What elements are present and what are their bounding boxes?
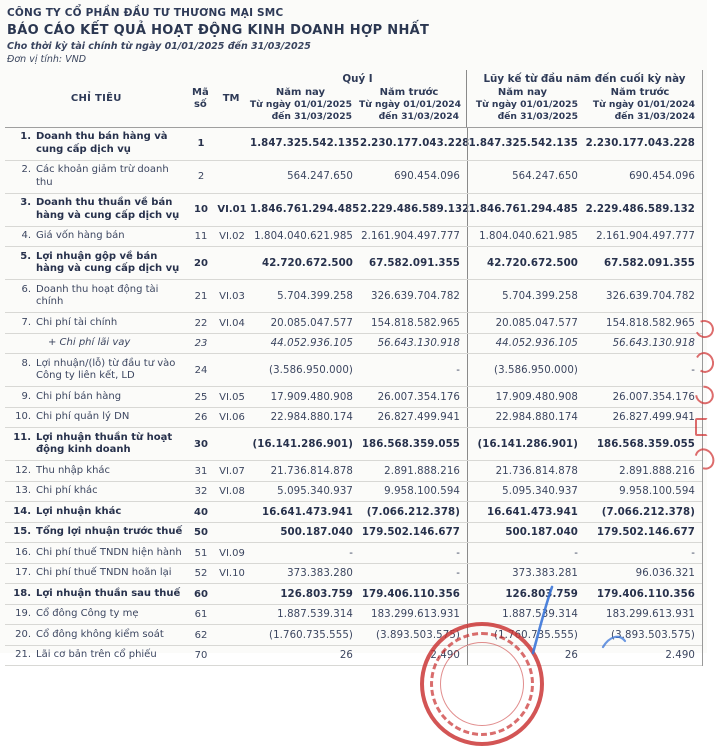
table-row: [5, 313, 702, 334]
report-title: BÁO CÁO KẾT QUẢ HOẠT ĐỘNG KINH DOANH HỢP NHẤT: [7, 22, 430, 38]
row-number: 12.: [15, 464, 31, 476]
date-range-prior: Từ ngày 01/01/2024 đến 31/03/2024: [358, 99, 462, 123]
cell-notes: VI.05: [219, 391, 245, 403]
cell-ytd-current: 17.909.480.908: [467, 387, 585, 407]
cell-notes: VI.03: [219, 290, 245, 302]
cell-q1-prior: -: [456, 547, 460, 559]
row-label: Tổng lợi nhuận trước thuế: [36, 526, 183, 538]
cell-ytd-prior: 179.406.110.356: [596, 588, 695, 600]
cell-code: 24: [194, 364, 208, 376]
row-label: Lợi nhuận khác: [36, 505, 122, 517]
cell-code: 31: [194, 465, 208, 477]
row-label-cell: [5, 502, 188, 522]
row-number: 6.: [21, 283, 31, 295]
table-row: [5, 408, 702, 429]
row-label: Cổ đông Công ty mẹ: [36, 608, 139, 620]
label-prior-year: Năm trước: [610, 87, 670, 99]
table-row: [5, 461, 702, 482]
cell-code: 61: [194, 609, 208, 621]
cell-code: 30: [194, 438, 208, 450]
cell-code: 10: [194, 204, 208, 216]
cell-q1-current: 5.095.340.937: [277, 486, 353, 498]
row-label: Chi phí quản lý DN: [36, 411, 130, 423]
row-number: 5.: [20, 250, 31, 262]
subcolumn-q1-prior-year: [359, 87, 466, 127]
cell-q1-current: 564.247.650: [287, 171, 353, 183]
row-label-cell: [5, 461, 188, 481]
cell-ytd-current: 5.704.399.258: [467, 280, 585, 312]
cell-notes: VI.08: [219, 486, 245, 498]
row-number: 4.: [21, 230, 31, 242]
cell-ytd-current: 1.847.325.542.135: [467, 128, 585, 160]
cell-ytd-current: 500.187.040: [467, 523, 585, 543]
cell-q1-current: 1.847.325.542.135: [250, 138, 360, 150]
cell-q1-prior: 2.490: [430, 650, 460, 662]
row-label-cell: [5, 227, 188, 247]
table-row: [5, 625, 702, 646]
date-range-current: Từ ngày 01/01/2025 đến 31/03/2025: [475, 99, 578, 123]
row-number: 9.: [21, 390, 31, 402]
cell-ytd-prior: (7.066.212.378): [601, 506, 695, 518]
cell-q1-current: (3.586.950.000): [269, 364, 353, 376]
income-statement-table: [5, 70, 703, 666]
cell-code: 40: [194, 506, 208, 518]
row-label-cell: [5, 543, 188, 563]
cell-q1-prior: (3.893.503.575): [376, 629, 460, 641]
cell-ytd-current: 20.085.047.577: [467, 313, 585, 333]
row-label: Lãi cơ bản trên cổ phiếu: [36, 649, 157, 661]
column-header-notes: TM: [222, 93, 240, 105]
cell-q1-prior: 26.827.499.941: [377, 412, 460, 424]
row-label: Cổ đông không kiểm soát: [36, 628, 164, 640]
cell-ytd-current: 16.641.473.941: [467, 502, 585, 522]
cell-ytd-current: (3.586.950.000): [467, 354, 585, 386]
cell-q1-prior: 2.229.486.589.132: [360, 204, 470, 216]
row-label-cell: [5, 428, 188, 460]
cell-ytd-prior: 96.036.321: [635, 568, 695, 580]
row-label: Lợi nhuận thuần sau thuế: [36, 587, 181, 599]
table-row: [5, 502, 702, 523]
row-number: 11.: [13, 431, 31, 443]
company-name: CÔNG TY CỔ PHẦN ĐẦU TƯ THƯƠNG MẠI SMC: [7, 7, 284, 19]
row-label-cell: [5, 161, 188, 193]
row-number: 1.: [20, 131, 31, 143]
cell-q1-prior: 26.007.354.176: [377, 391, 460, 403]
row-number: 13.: [15, 485, 31, 497]
cell-q1-current: 373.383.280: [287, 568, 353, 580]
table-row: [5, 280, 702, 313]
row-label-cell: [5, 280, 188, 312]
cell-q1-current: 500.187.040: [280, 527, 353, 539]
cell-code: 60: [194, 588, 208, 600]
row-label: Doanh thu bán hàng và cung cấp dịch vụ: [36, 131, 168, 155]
cell-q1-current: 1.804.040.621.985: [254, 231, 353, 243]
cell-ytd-prior: 690.454.096: [629, 171, 695, 183]
table-row: [5, 543, 702, 564]
cell-q1-current: 26: [339, 650, 353, 662]
row-number: [11, 337, 31, 350]
table-row: [5, 646, 702, 667]
cell-q1-current: 1.846.761.294.485: [250, 204, 360, 216]
table-row: [5, 128, 702, 161]
cell-notes: VI.04: [219, 317, 245, 329]
row-label: Các khoản giảm trừ doanh thu: [36, 164, 169, 188]
cell-q1-prior: 179.406.110.356: [361, 588, 460, 600]
cell-code: 50: [194, 527, 208, 539]
row-number: 18.: [13, 587, 31, 599]
row-label-cell: [5, 523, 188, 543]
row-label: Chi phí thuế TNDN hoãn lại: [36, 567, 172, 579]
cell-ytd-prior: 154.818.582.965: [606, 317, 695, 329]
cell-q1-current: 1.887.539.314: [277, 609, 353, 621]
cell-q1-current: 22.984.880.174: [270, 412, 353, 424]
cell-code: 21: [194, 290, 208, 302]
cell-q1-current: 16.641.473.941: [262, 506, 353, 518]
cell-q1-prior: 179.502.146.677: [361, 527, 460, 539]
cell-code: 2: [197, 171, 205, 183]
row-label-cell: [5, 313, 188, 333]
cell-ytd-current: 5.095.340.937: [467, 482, 585, 502]
table-row: [5, 523, 702, 544]
cell-code: 51: [194, 547, 208, 559]
row-number: 14.: [13, 505, 31, 517]
row-label-cell: [5, 128, 188, 160]
row-label-cell: [5, 605, 188, 625]
table-row: [5, 354, 702, 387]
row-number: 7.: [21, 316, 31, 328]
cell-ytd-prior: 186.568.359.055: [596, 438, 695, 450]
document-header: [0, 0, 707, 66]
report-period: Cho thời kỳ tài chính từ ngày 01/01/2025 đến 31/03/2025: [7, 41, 311, 53]
cell-code: 11: [194, 231, 208, 243]
cell-q1-prior: 67.582.091.355: [369, 257, 460, 269]
cell-q1-prior: 2.891.888.216: [384, 465, 460, 477]
row-label-cell: [5, 194, 188, 226]
cell-ytd-prior: (3.893.503.575): [611, 629, 695, 641]
cell-ytd-prior: -: [691, 547, 695, 559]
cell-q1-prior: 326.639.704.782: [371, 290, 460, 302]
subcolumn-q1-current-year: [249, 87, 359, 127]
cell-q1-current: 20.085.047.577: [270, 317, 353, 329]
row-label: Doanh thu hoạt động tài chính: [36, 283, 159, 308]
cell-code: 20: [194, 257, 208, 269]
section-title-quarter1: Quý I: [342, 73, 373, 86]
row-number: 16.: [15, 546, 31, 558]
table-row: [5, 161, 702, 194]
cell-q1-prior: 183.299.613.931: [371, 609, 460, 621]
cell-q1-prior: 690.454.096: [394, 171, 460, 183]
cell-ytd-current: 21.736.814.878: [467, 461, 585, 481]
row-label: Chi phí bán hàng: [36, 390, 122, 402]
cell-q1-prior: 56.643.130.918: [377, 338, 460, 350]
row-label-cell: [5, 646, 188, 666]
row-number: 21.: [15, 649, 31, 661]
column-header-criteria: CHỈ TIÊU: [70, 93, 122, 105]
cell-q1-prior: 154.818.582.965: [371, 317, 460, 329]
row-label-cell: [5, 584, 188, 604]
row-label: Lợi nhuận thuần từ hoạt động kinh doanh: [36, 431, 173, 456]
cell-ytd-current: 22.984.880.174: [467, 408, 585, 428]
cell-q1-prior: 186.568.359.055: [361, 438, 460, 450]
cell-ytd-current: 1.804.040.621.985: [467, 227, 585, 247]
cell-ytd-current: 42.720.672.500: [467, 247, 585, 279]
cell-notes: VI.02: [219, 231, 245, 243]
cell-q1-current: -: [349, 547, 353, 559]
cell-code: 70: [194, 650, 208, 662]
row-label: Doanh thu thuần về bán hàng và cung cấp dịch vụ: [36, 197, 180, 221]
table-header: [5, 70, 703, 128]
cell-q1-prior: 2.161.904.497.777: [361, 231, 460, 243]
row-number: 8.: [21, 357, 31, 369]
section-title-year-to-date: Lũy kế từ đầu năm đến cuối kỳ này: [483, 73, 686, 86]
cell-code: 26: [194, 412, 208, 424]
cell-ytd-current: 373.383.281: [467, 564, 585, 584]
cell-code: 23: [194, 338, 208, 350]
cell-q1-current: (1.760.735.555): [269, 629, 353, 641]
row-label: Chi phí khác: [36, 485, 98, 497]
cell-ytd-current: 564.247.650: [467, 161, 585, 193]
cell-ytd-prior: 56.643.130.918: [612, 338, 695, 350]
row-label: Lợi nhuận gộp về bán hàng và cung cấp dịch vụ: [36, 250, 180, 275]
column-header-code: Mã số: [192, 87, 209, 110]
cell-q1-current: 21.736.814.878: [270, 465, 353, 477]
row-label-cell: [5, 564, 188, 584]
cell-ytd-prior: 179.502.146.677: [596, 527, 695, 539]
table-row: [5, 584, 702, 605]
cell-code: 32: [194, 486, 208, 498]
row-label-cell: [5, 482, 188, 502]
label-prior-year: Năm trước: [379, 87, 439, 99]
cell-notes: VI.07: [219, 465, 245, 477]
table-row: [5, 334, 702, 355]
cell-code: 1: [197, 138, 205, 150]
cell-notes: VI.09: [219, 547, 245, 559]
cell-q1-prior: -: [456, 364, 460, 376]
cell-ytd-current: 26: [467, 646, 585, 666]
row-label: Lợi nhuận/(lỗ) từ đầu tư vào Công ty liên kết, LD: [36, 357, 176, 382]
cell-code: 22: [194, 317, 208, 329]
cell-ytd-prior: 2.161.904.497.777: [596, 231, 695, 243]
cell-ytd-prior: 183.299.613.931: [606, 609, 695, 621]
cell-ytd-prior: 26.007.354.176: [612, 391, 695, 403]
row-label: Chi phí thuế TNDN hiện hành: [36, 546, 182, 558]
cell-ytd-prior: 326.639.704.782: [606, 290, 695, 302]
row-label: + Chi phí lãi vay: [48, 337, 131, 349]
table-row: [5, 194, 702, 227]
cell-notes: VI.01: [217, 204, 247, 216]
cell-ytd-prior: 2.230.177.043.228: [585, 138, 695, 150]
table-row: [5, 428, 702, 461]
cell-q1-current: 42.720.672.500: [262, 257, 353, 269]
row-number: 3.: [20, 197, 31, 209]
table-row: [5, 482, 702, 503]
row-number: 20.: [15, 628, 31, 640]
row-label-cell: [5, 247, 188, 279]
cell-ytd-current: (1.760.735.555): [467, 625, 585, 645]
table-row: [5, 227, 702, 248]
subcolumn-ytd-prior-year: [585, 87, 702, 127]
row-number: 2.: [21, 164, 31, 176]
subcolumn-ytd-current-year: [467, 87, 585, 127]
section-year-to-date: [466, 70, 702, 127]
cell-ytd-current: 44.052.936.105: [467, 334, 585, 354]
cell-q1-prior: (7.066.212.378): [366, 506, 460, 518]
cell-q1-prior: 2.230.177.043.228: [360, 138, 470, 150]
row-label-cell: [5, 354, 188, 386]
cell-notes: VI.10: [219, 568, 245, 580]
cell-notes: VI.06: [219, 412, 245, 424]
cell-ytd-prior: -: [691, 364, 695, 376]
table-row: [5, 247, 702, 280]
table-row: [5, 605, 702, 626]
cell-code: 25: [194, 391, 208, 403]
row-label: Giá vốn hàng bán: [36, 230, 125, 242]
date-range-prior: Từ ngày 01/01/2024 đến 31/03/2024: [592, 99, 695, 123]
cell-ytd-prior: 67.582.091.355: [604, 257, 695, 269]
table-row: [5, 387, 702, 408]
row-label: Thu nhập khác: [36, 464, 111, 476]
row-label-cell: [5, 334, 188, 354]
label-current-year: Năm nay: [497, 87, 548, 99]
row-number: 19.: [15, 608, 31, 620]
cell-ytd-current: (16.141.286.901): [467, 428, 585, 460]
date-range-current: Từ ngày 01/01/2025 đến 31/03/2025: [249, 99, 352, 123]
row-label-cell: [5, 625, 188, 645]
label-current-year: Năm nay: [275, 87, 326, 99]
row-label-cell: [5, 387, 188, 407]
cell-ytd-current: 1.846.761.294.485: [467, 194, 585, 226]
cell-q1-current: 44.052.936.105: [270, 338, 353, 350]
cell-q1-current: 17.909.480.908: [270, 391, 353, 403]
cell-ytd-prior: 2.490: [665, 650, 695, 662]
table-body: [5, 128, 703, 667]
cell-q1-current: 126.803.759: [280, 588, 353, 600]
cell-ytd-prior: 2.229.486.589.132: [585, 204, 695, 216]
cell-code: 62: [194, 629, 208, 641]
cell-q1-current: (16.141.286.901): [252, 438, 353, 450]
cell-q1-current: 5.704.399.258: [277, 290, 353, 302]
cell-q1-prior: -: [456, 568, 460, 580]
row-number: 17.: [15, 567, 31, 579]
cell-ytd-current: 1.887.539.314: [467, 605, 585, 625]
cell-ytd-prior: 9.958.100.594: [619, 486, 695, 498]
cell-ytd-prior: 2.891.888.216: [619, 465, 695, 477]
cell-ytd-prior: 26.827.499.941: [612, 412, 695, 424]
cell-ytd-current: 126.803.759: [467, 584, 585, 604]
table-row: [5, 564, 702, 585]
cell-code: 52: [194, 568, 208, 580]
row-number: 10.: [15, 411, 31, 423]
row-label-cell: [5, 408, 188, 428]
cell-ytd-current: -: [467, 543, 585, 563]
section-quarter1: [249, 70, 466, 127]
currency-unit: Đơn vị tính: VND: [7, 53, 87, 65]
cell-q1-prior: 9.958.100.594: [384, 486, 460, 498]
row-number: 15.: [13, 526, 31, 538]
row-label: Chi phí tài chính: [36, 316, 118, 328]
